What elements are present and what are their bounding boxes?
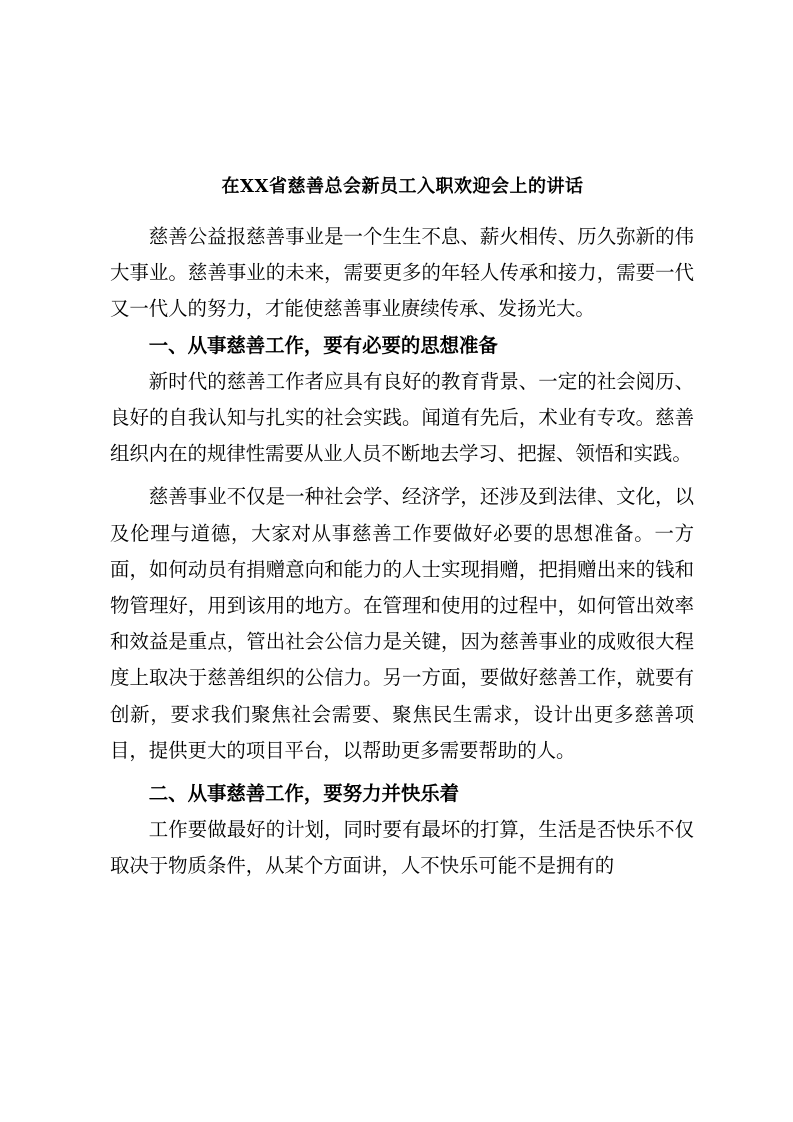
document-title: 在XX省慈善总会新员工入职欢迎会上的讲话 [221,176,584,197]
section-1-paragraph-1: 新时代的慈善工作者应具有良好的教育背景、一定的社会阅历、良好的自我认知与扎实的社会实践。闻道有先后，术业有专攻。慈善组织内在的规律性需要从业人员不断地去学习、把握、领悟和实践。 [110,369,694,466]
document-body [110,219,694,885]
section-1-paragraph-2: 慈善事业不仅是一种社会学、经济学，还涉及到法律、文化，以及伦理与道德，大家对从事慈善工作要做好必要的思想准备。一方面，如何动员有捐赠意向和能力的人士实现捐赠，把捐赠出来的钱和物管理好，用到该用的地方。在管理和使用的过程中，如何管出效率和效益是重点，管出社会公信力是关键，因为慈善事业的成败很大程度上取决于慈善组织的公信力。另一方面，要做好慈善工作，就要有创新，要求我们聚焦社会需要、聚焦民生需求，设计出更多慈善项目，提供更大的项目平台，以帮助更多需要帮助的人。 [110,485,694,762]
section-2-paragraph-1: 工作要做最好的计划，同时要有最坏的打算，生活是否快乐不仅取决于物质条件，从某个方面讲，人不快乐可能不是拥有的 [110,818,694,878]
intro-paragraph: 慈善公益报慈善事业是一个生生不息、薪火相传、历久弥新的伟大事业。慈善事业的未来，需要更多的年轻人传承和接力，需要一代又一代人的努力，才能使慈善事业赓续传承、发扬光大。 [110,225,694,321]
section-heading-2: 二、从事慈善工作，要努力并快乐着 [148,782,460,806]
section-heading-1: 一、从事慈善工作，要有必要的思想准备 [148,333,498,357]
